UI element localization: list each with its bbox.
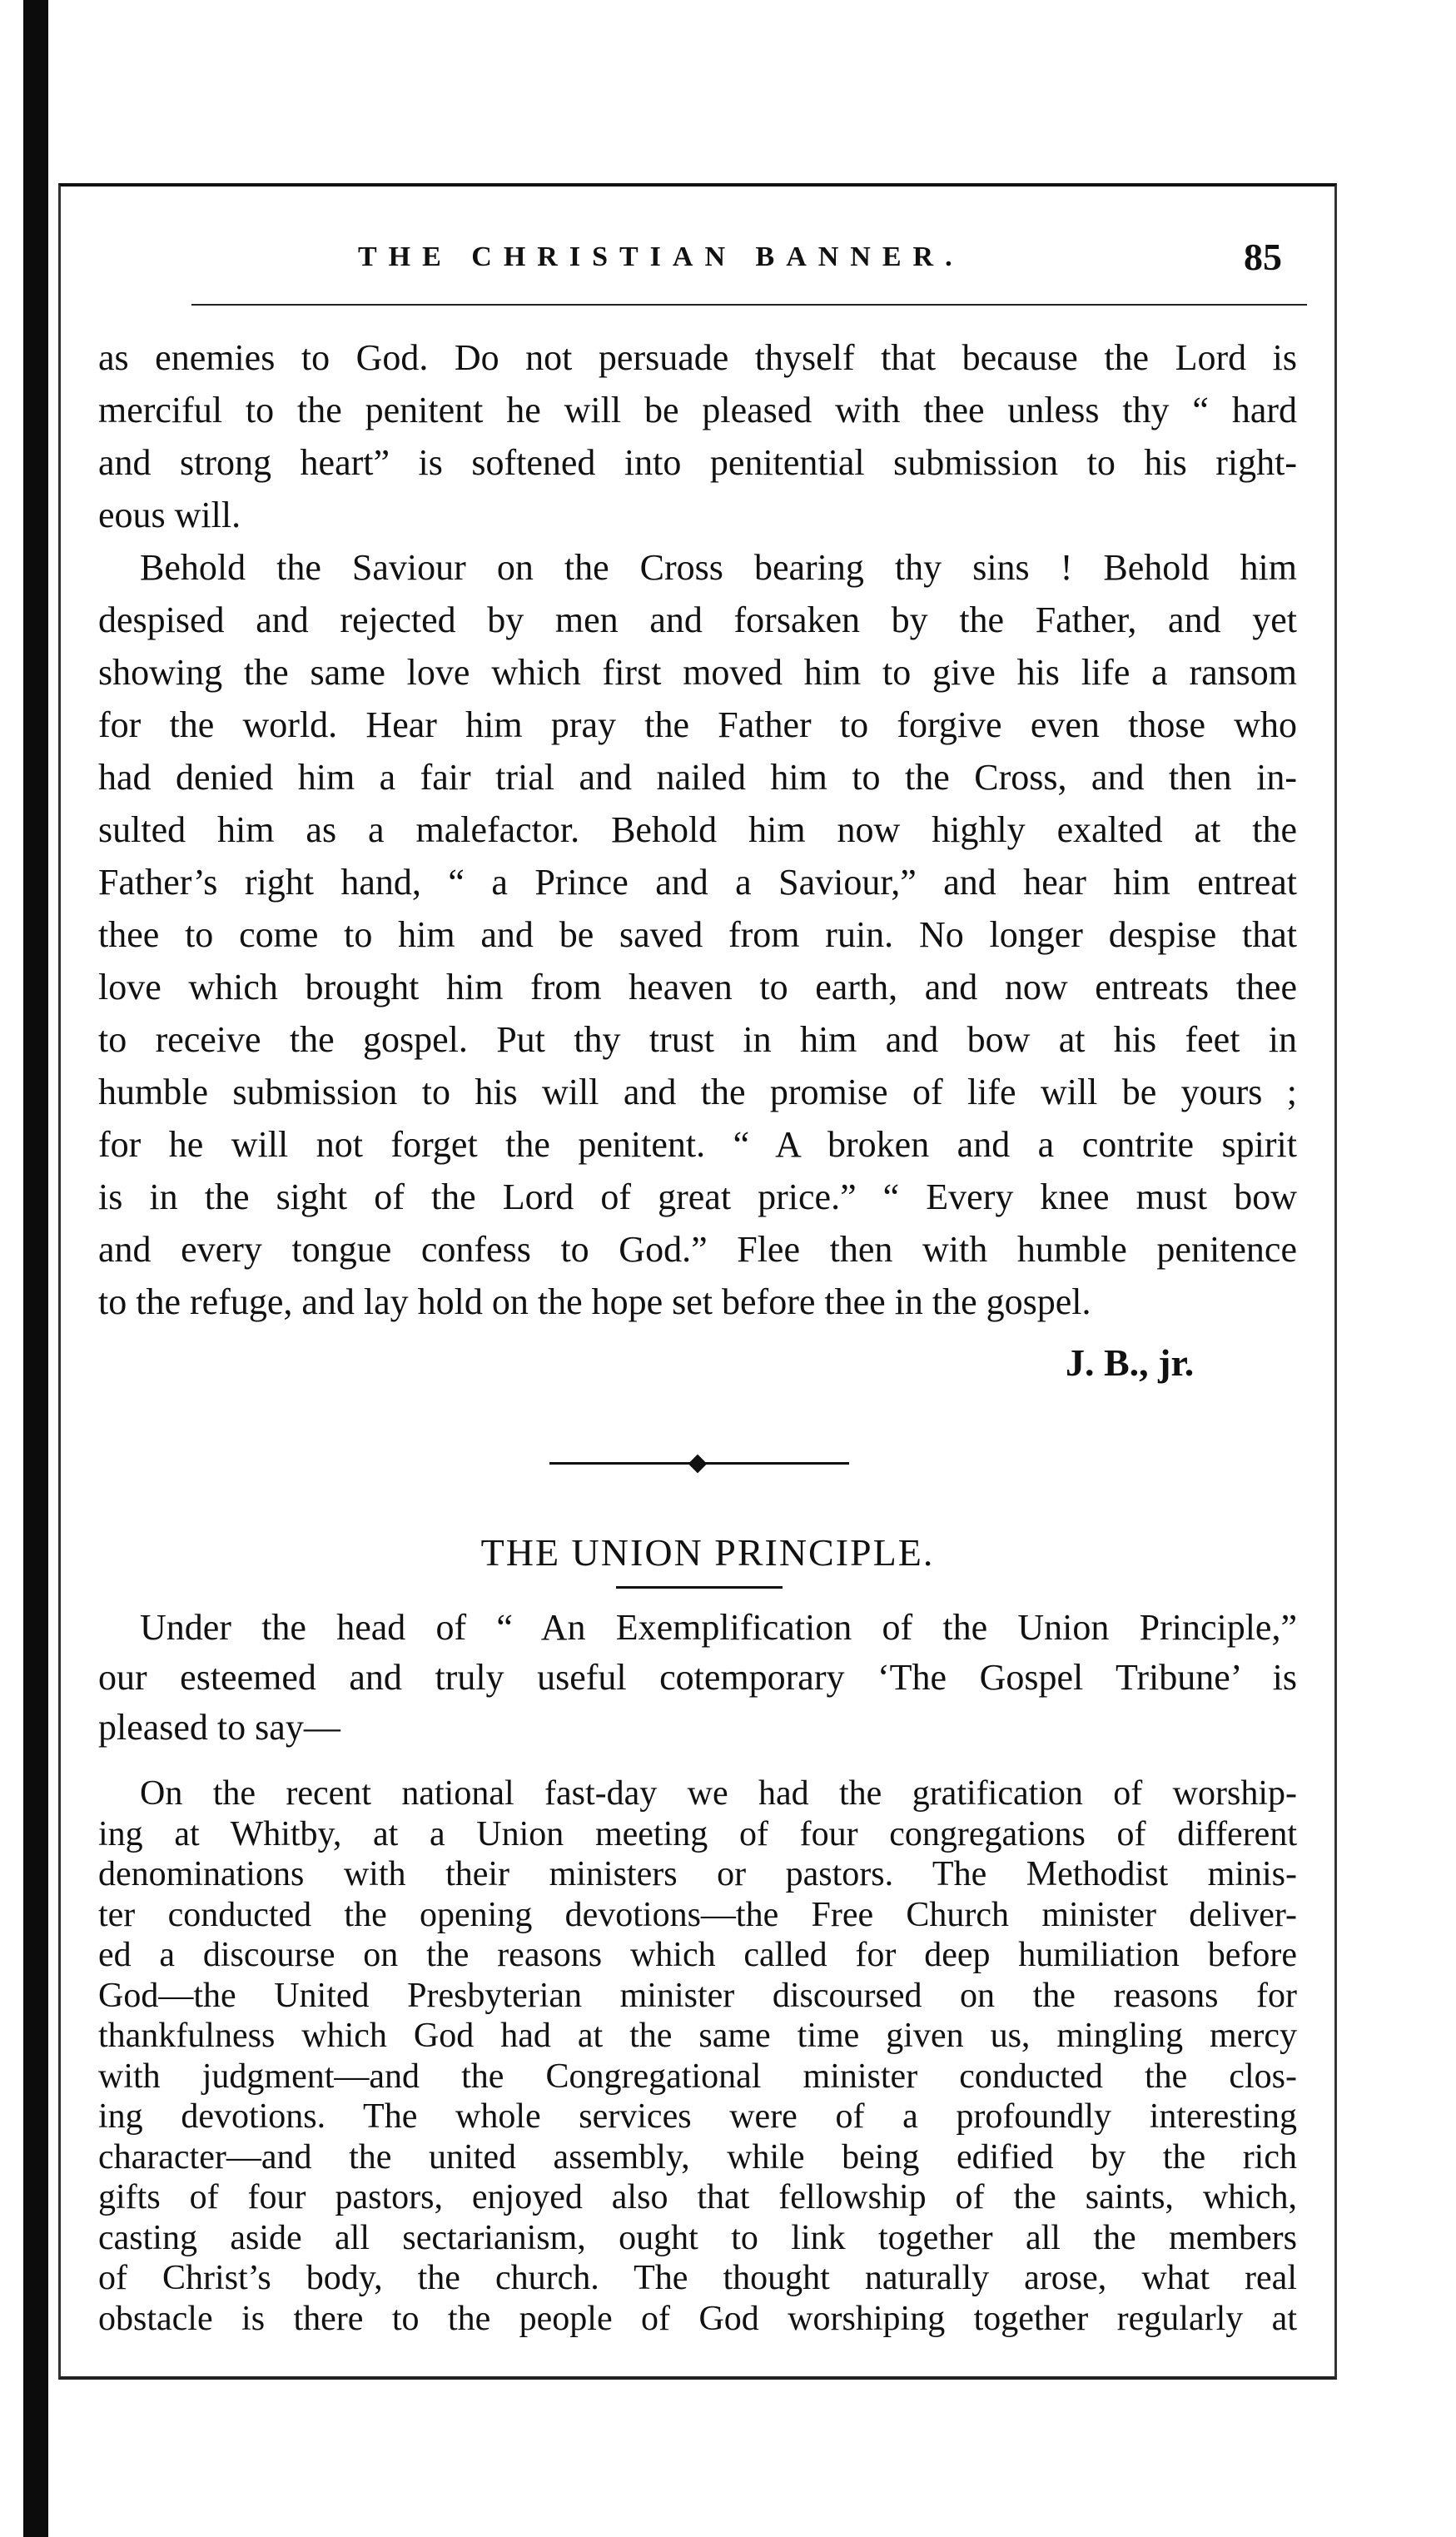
text-line: thee to come to him and be saved from ruin. No longer despise that xyxy=(98,914,1297,955)
text-line: ing at Whitby, at a Union meeting of four congregations of different xyxy=(98,1814,1297,1853)
text-line: for the world. Hear him pray the Father to forgive even those who xyxy=(98,704,1297,745)
text-line: casting aside all sectarianism, ought to link together all the members xyxy=(98,2218,1297,2257)
text-line: God—the United Presbyterian minister discoursed on the reasons for xyxy=(98,1976,1297,2015)
text-line: ter conducted the opening devotions—the Free Church minister deliver- xyxy=(98,1895,1297,1934)
text-line: Behold the Saviour on the Cross bearing thy sins ! Behold him xyxy=(140,547,1297,588)
text-line: to receive the gospel. Put thy trust in him and bow at his feet in xyxy=(98,1019,1297,1060)
page-number: 85 xyxy=(1244,236,1282,278)
paragraph-intro xyxy=(98,1603,1297,1753)
text-line: and every tongue confess to God.” Flee then with humble penitence xyxy=(98,1229,1297,1270)
text-line: pleased to say— xyxy=(98,1707,340,1748)
text-line: to the refuge, and lay hold on the hope set before thee in the gospel. xyxy=(98,1281,1091,1322)
text-line: ing devotions. The whole services were of a profoundly interesting xyxy=(98,2097,1297,2136)
text-line: love which brought him from heaven to earth, and now entreats thee xyxy=(98,967,1297,1007)
text-line: with judgment—and the Congregational minister conducted the clos- xyxy=(98,2057,1297,2096)
text-line: Under the head of “ An Exemplification of the Union Principle,” xyxy=(140,1607,1297,1648)
text-line: our esteemed and truly useful cotemporary ‘The Gospel Tribune’ is xyxy=(98,1657,1297,1698)
paragraph-behold xyxy=(98,541,1297,1328)
text-line: for he will not forget the penitent. “ A broken and a contrite spirit xyxy=(98,1124,1297,1165)
quoted-extract xyxy=(98,1773,1297,2339)
text-line: Father’s right hand, “ a Prince and a Saviour,” and hear him entreat xyxy=(98,862,1297,903)
text-line: of Christ’s body, the church. The thought naturally arose, what real xyxy=(98,2259,1297,2297)
text-line: had denied him a fair trial and nailed him to the Cross, and then in- xyxy=(98,757,1297,798)
header-rule xyxy=(191,304,1307,306)
text-line: denominations with their ministers or pastors. The Methodist minis- xyxy=(98,1855,1297,1893)
text-line: and strong heart” is softened into penitential submission to his right- xyxy=(98,442,1297,483)
text-line: On the recent national fast-day we had the gratification of worship- xyxy=(140,1774,1297,1813)
section-divider xyxy=(549,1457,849,1469)
binding-edge xyxy=(23,0,48,2537)
paragraph-continuation xyxy=(98,331,1297,541)
text-line: character—and the united assembly, while being edified by the rich xyxy=(98,2137,1297,2176)
text-line: thankfulness which God had at the same time given us, mingling mercy xyxy=(98,2017,1297,2055)
text-line: sulted him as a malefactor. Behold him now highly exalted at the xyxy=(98,809,1297,850)
text-line: obstacle is there to the people of God worshiping together regularly at xyxy=(98,2299,1297,2338)
section-title: THE UNION PRINCIPLE. xyxy=(480,1531,935,1574)
text-line: as enemies to God. Do not persuade thyself that because the Lord is xyxy=(98,337,1297,378)
text-line: ed a discourse on the reasons which called for deep humiliation before xyxy=(98,1936,1297,1974)
text-line: showing the same love which first moved him to give his life a ransom xyxy=(98,652,1297,693)
text-line: is in the sight of the Lord of great price.” “ Every knee must bow xyxy=(98,1176,1297,1217)
running-head xyxy=(191,236,1282,300)
signature: J. B., jr. xyxy=(1066,1341,1195,1384)
text-line: eous will. xyxy=(98,495,241,535)
text-line: despised and rejected by men and forsaken by the Father, and yet xyxy=(98,599,1297,640)
text-line: humble submission to his will and the promise of life will be yours ; xyxy=(98,1072,1297,1112)
running-title: THE CHRISTIAN BANNER. xyxy=(358,241,964,272)
text-line: gifts of four pastors, enjoyed also that fellowship of the saints, which, xyxy=(98,2178,1297,2216)
text-line: merciful to the penitent he will be pleased with thee unless thy “ hard xyxy=(98,390,1297,430)
title-underline xyxy=(616,1586,783,1589)
